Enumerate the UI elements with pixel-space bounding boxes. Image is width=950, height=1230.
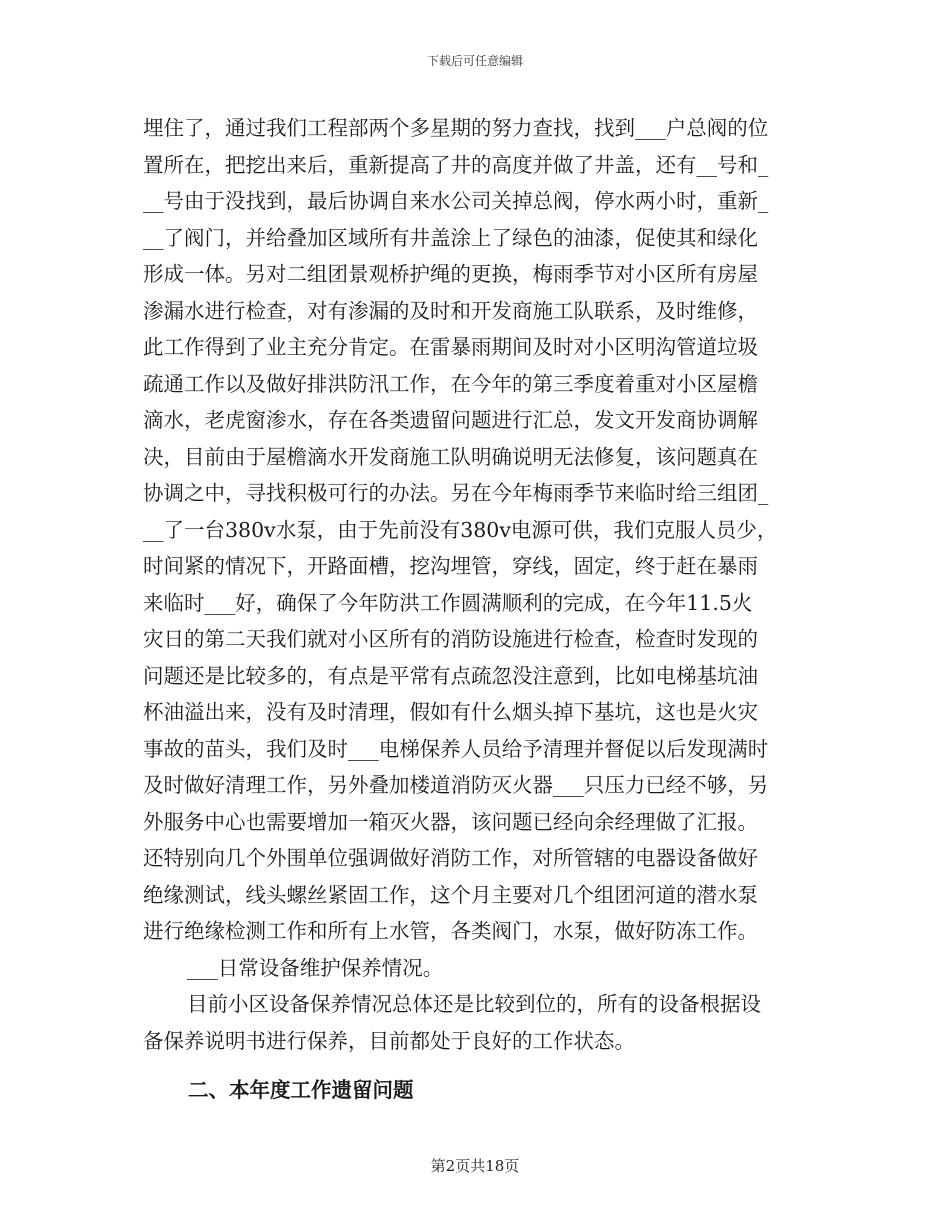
- body-line: 疏通工作以及做好排洪防汛工作，在今年的第三季度着重对小区屋檐: [143, 371, 758, 396]
- body-line: 渗漏水进行检查，对有渗漏的及时和开发商施工队联系，及时维修，: [143, 298, 758, 323]
- page-header: 下载后可任意编辑: [426, 54, 523, 68]
- body-line: 埋住了，通过我们工程部两个多星期的努力查找，找到___户总阀的位: [143, 116, 769, 140]
- body-line: __了一台380v水泵，由于先前没有380v电源可供，我们克服人员少，: [143, 517, 778, 542]
- body-line: 备保养说明书进行保养，目前都处于良好的工作状态。: [143, 1028, 635, 1053]
- body-line: 问题还是比较多的，有点是平常有点疏忽没注意到，比如电梯基坑油: [143, 663, 758, 688]
- body-line: 还特别向几个外围单位强调做好消防工作，对所管辖的电器设备做好: [143, 846, 758, 870]
- body-line: __了阀门，并给叠加区域所有井盖涂上了绿色的油漆，促使其和绿化: [143, 225, 758, 250]
- body-line: 置所在，把挖出来后，重新提高了井的高度并做了井盖，还有__号和_: [143, 152, 769, 177]
- section-heading: 二、本年度工作遗留问题: [188, 1078, 414, 1102]
- subsection-line: ___日常设备维护保养情况。: [187, 955, 444, 980]
- page-number: 第2页共18页: [430, 1157, 520, 1175]
- body-line: 目前小区设备保养情况总体还是比较到位的，所有的设备根据设: [187, 992, 761, 1016]
- body-line: 进行绝缘检测工作和所有上水管，各类阀门，水泵，做好防冻工作。: [143, 919, 758, 943]
- body-line: 此工作得到了业主充分肯定。在雷暴雨期间及时对小区明沟管道垃圾: [143, 335, 758, 359]
- document-body: [143, 110, 806, 1059]
- body-line: 杯油溢出来，没有及时清理，假如有什么烟头掉下基坑，这也是火灾: [143, 700, 758, 724]
- body-line: 灾日的第二天我们就对小区所有的消防设施进行检查，检查时发现的: [143, 627, 758, 651]
- body-line: 来临时___好，确保了今年防洪工作圆满顺利的完成，在今年11.5火: [143, 590, 753, 615]
- body-line: 时间紧的情况下，开路面槽，挖沟埋管，穿线，固定，终于赶在暴雨: [143, 554, 758, 578]
- body-line: 形成一体。另对二组团景观桥护绳的更换，梅雨季节对小区所有房屋: [143, 262, 758, 286]
- body-line: 外服务中心也需要增加一箱灭火器，该问题已经向余经理做了汇报。: [143, 809, 758, 834]
- body-line: 协调之中，寻找积极可行的办法。另在今年梅雨季节来临时给三组团_: [143, 481, 769, 505]
- body-line: 事故的苗头，我们及时___电梯保养人员给予清理并督促以后发现满时: [143, 736, 769, 761]
- body-line: 滴水，老虎窗渗水，存在各类遗留问题进行汇总，发文开发商协调解: [143, 408, 758, 432]
- body-line: 绝缘测试，线头螺丝紧固工作，这个月主要对几个组团河道的潜水泵: [143, 882, 758, 907]
- body-line: __号由于没找到，最后协调自来水公司关掉总阀，停水两小时，重新_: [143, 189, 769, 213]
- body-line: 决，目前由于屋檐滴水开发商施工队明确说明无法修复，该问题真在: [143, 444, 758, 469]
- body-line: 及时做好清理工作，另外叠加楼道消防灭火器___只压力已经不够，另: [143, 773, 769, 797]
